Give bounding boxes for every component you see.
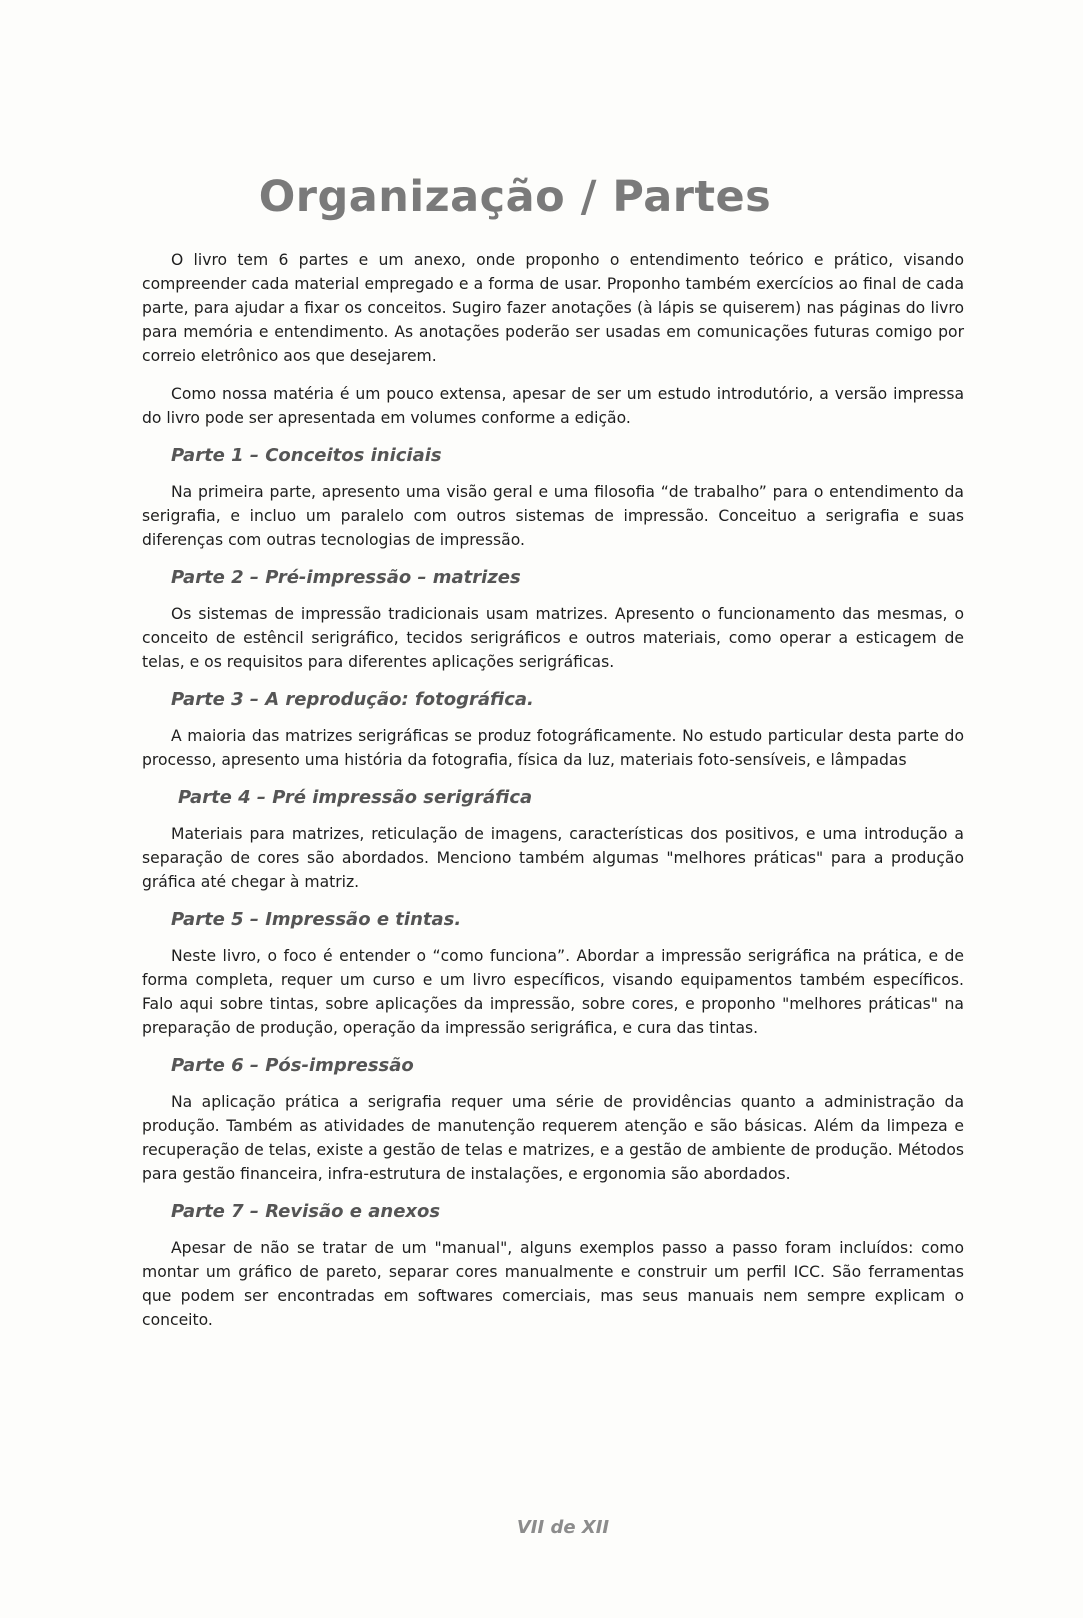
part-3-heading: Parte 3 – A reprodução: fotográfica. [171,689,534,710]
part-5-heading: Parte 5 – Impressão e tintas. [171,909,462,930]
part-1-heading: Parte 1 – Conceitos iniciais [171,445,442,466]
part-1-text: Na primeira parte, apresento uma visão geral e uma filosofia “de trabalho” para o entendimento da serigrafia, e incluo um paralelo com outros sistemas de impressão. Conceituo a serigrafia e suas diferenças com outras tecnologias de impressão. [142,483,964,549]
page-number: VII de XII [516,1517,610,1538]
page-body [142,248,964,1346]
part-6-heading: Parte 6 – Pós-impressão [171,1055,414,1076]
part-2-heading: Parte 2 – Pré-impressão – matrizes [171,567,521,588]
part-6-text: Na aplicação prática a serigrafia requer uma série de providências quanto a administração da produção. Também as atividades de manutenção requerem atenção e são básicas. Além da limpeza e recuperação de telas, existe a gestão de telas e matrizes, e a gestão de ambiente de produção. Métodos para gestão financeira, infra-estrutura de instalações, e ergonomia são abordados. [142,1093,964,1183]
intro-paragraph-2: Como nossa matéria é um pouco extensa, apesar de ser um estudo introdutório, a versão impressa do livro pode ser apresentada em volumes conforme a edição. [142,385,964,427]
part-5-text: Neste livro, o foco é entender o “como funciona”. Abordar a impressão serigráfica na prática, e de forma completa, requer um curso e um livro específicos, visando equipamentos também específicos. Falo aqui sobre tintas, sobre aplicações da impressão, sobre cores, e proponho "melhores práticas" na preparação de produção, operação da impressão serigráfica, e cura das tintas. [142,947,964,1037]
page-title: Organização / Partes [258,172,772,222]
part-4-text: Materiais para matrizes, reticulação de imagens, características dos positivos, e uma introdução a separação de cores são abordados. Menciono também algumas "melhores práticas" para a produção gráfica até chegar à matriz. [142,825,964,891]
part-4-heading: Parte 4 – Pré impressão serigráfica [178,787,533,808]
part-7-text: Apesar de não se tratar de um "manual", alguns exemplos passo a passo foram incluídos: como montar um gráfico de pareto, separar cores manualmente e construir um perfil ICC. São ferramentas que podem ser encontradas em softwares comerciais, mas seus manuais nem sempre explicam o conceito. [142,1239,964,1329]
part-2-text: Os sistemas de impressão tradicionais usam matrizes. Apresento o funcionamento das mesmas, o conceito de estêncil serigráfico, tecidos serigráficos e outros materiais, como operar a esticagem de telas, e os requisitos para diferentes aplicações serigráficas. [142,605,964,671]
part-3-text: A maioria das matrizes serigráficas se produz fotográficamente. No estudo particular desta parte do processo, apresento uma história da fotografia, física da luz, materiais foto-sensíveis, e lâmpadas [142,727,964,769]
part-7-heading: Parte 7 – Revisão e anexos [171,1201,441,1222]
intro-paragraph-1: O livro tem 6 partes e um anexo, onde proponho o entendimento teórico e prático, visando compreender cada material empregado e a forma de usar. Proponho também exercícios ao final de cada parte, para ajudar a fixar os conceitos. Sugiro fazer anotações (à lápis se quiserem) nas páginas do livro para memória e entendimento. As anotações poderão ser usadas em comunicações futuras comigo por correio eletrônico aos que desejarem. [142,251,964,365]
